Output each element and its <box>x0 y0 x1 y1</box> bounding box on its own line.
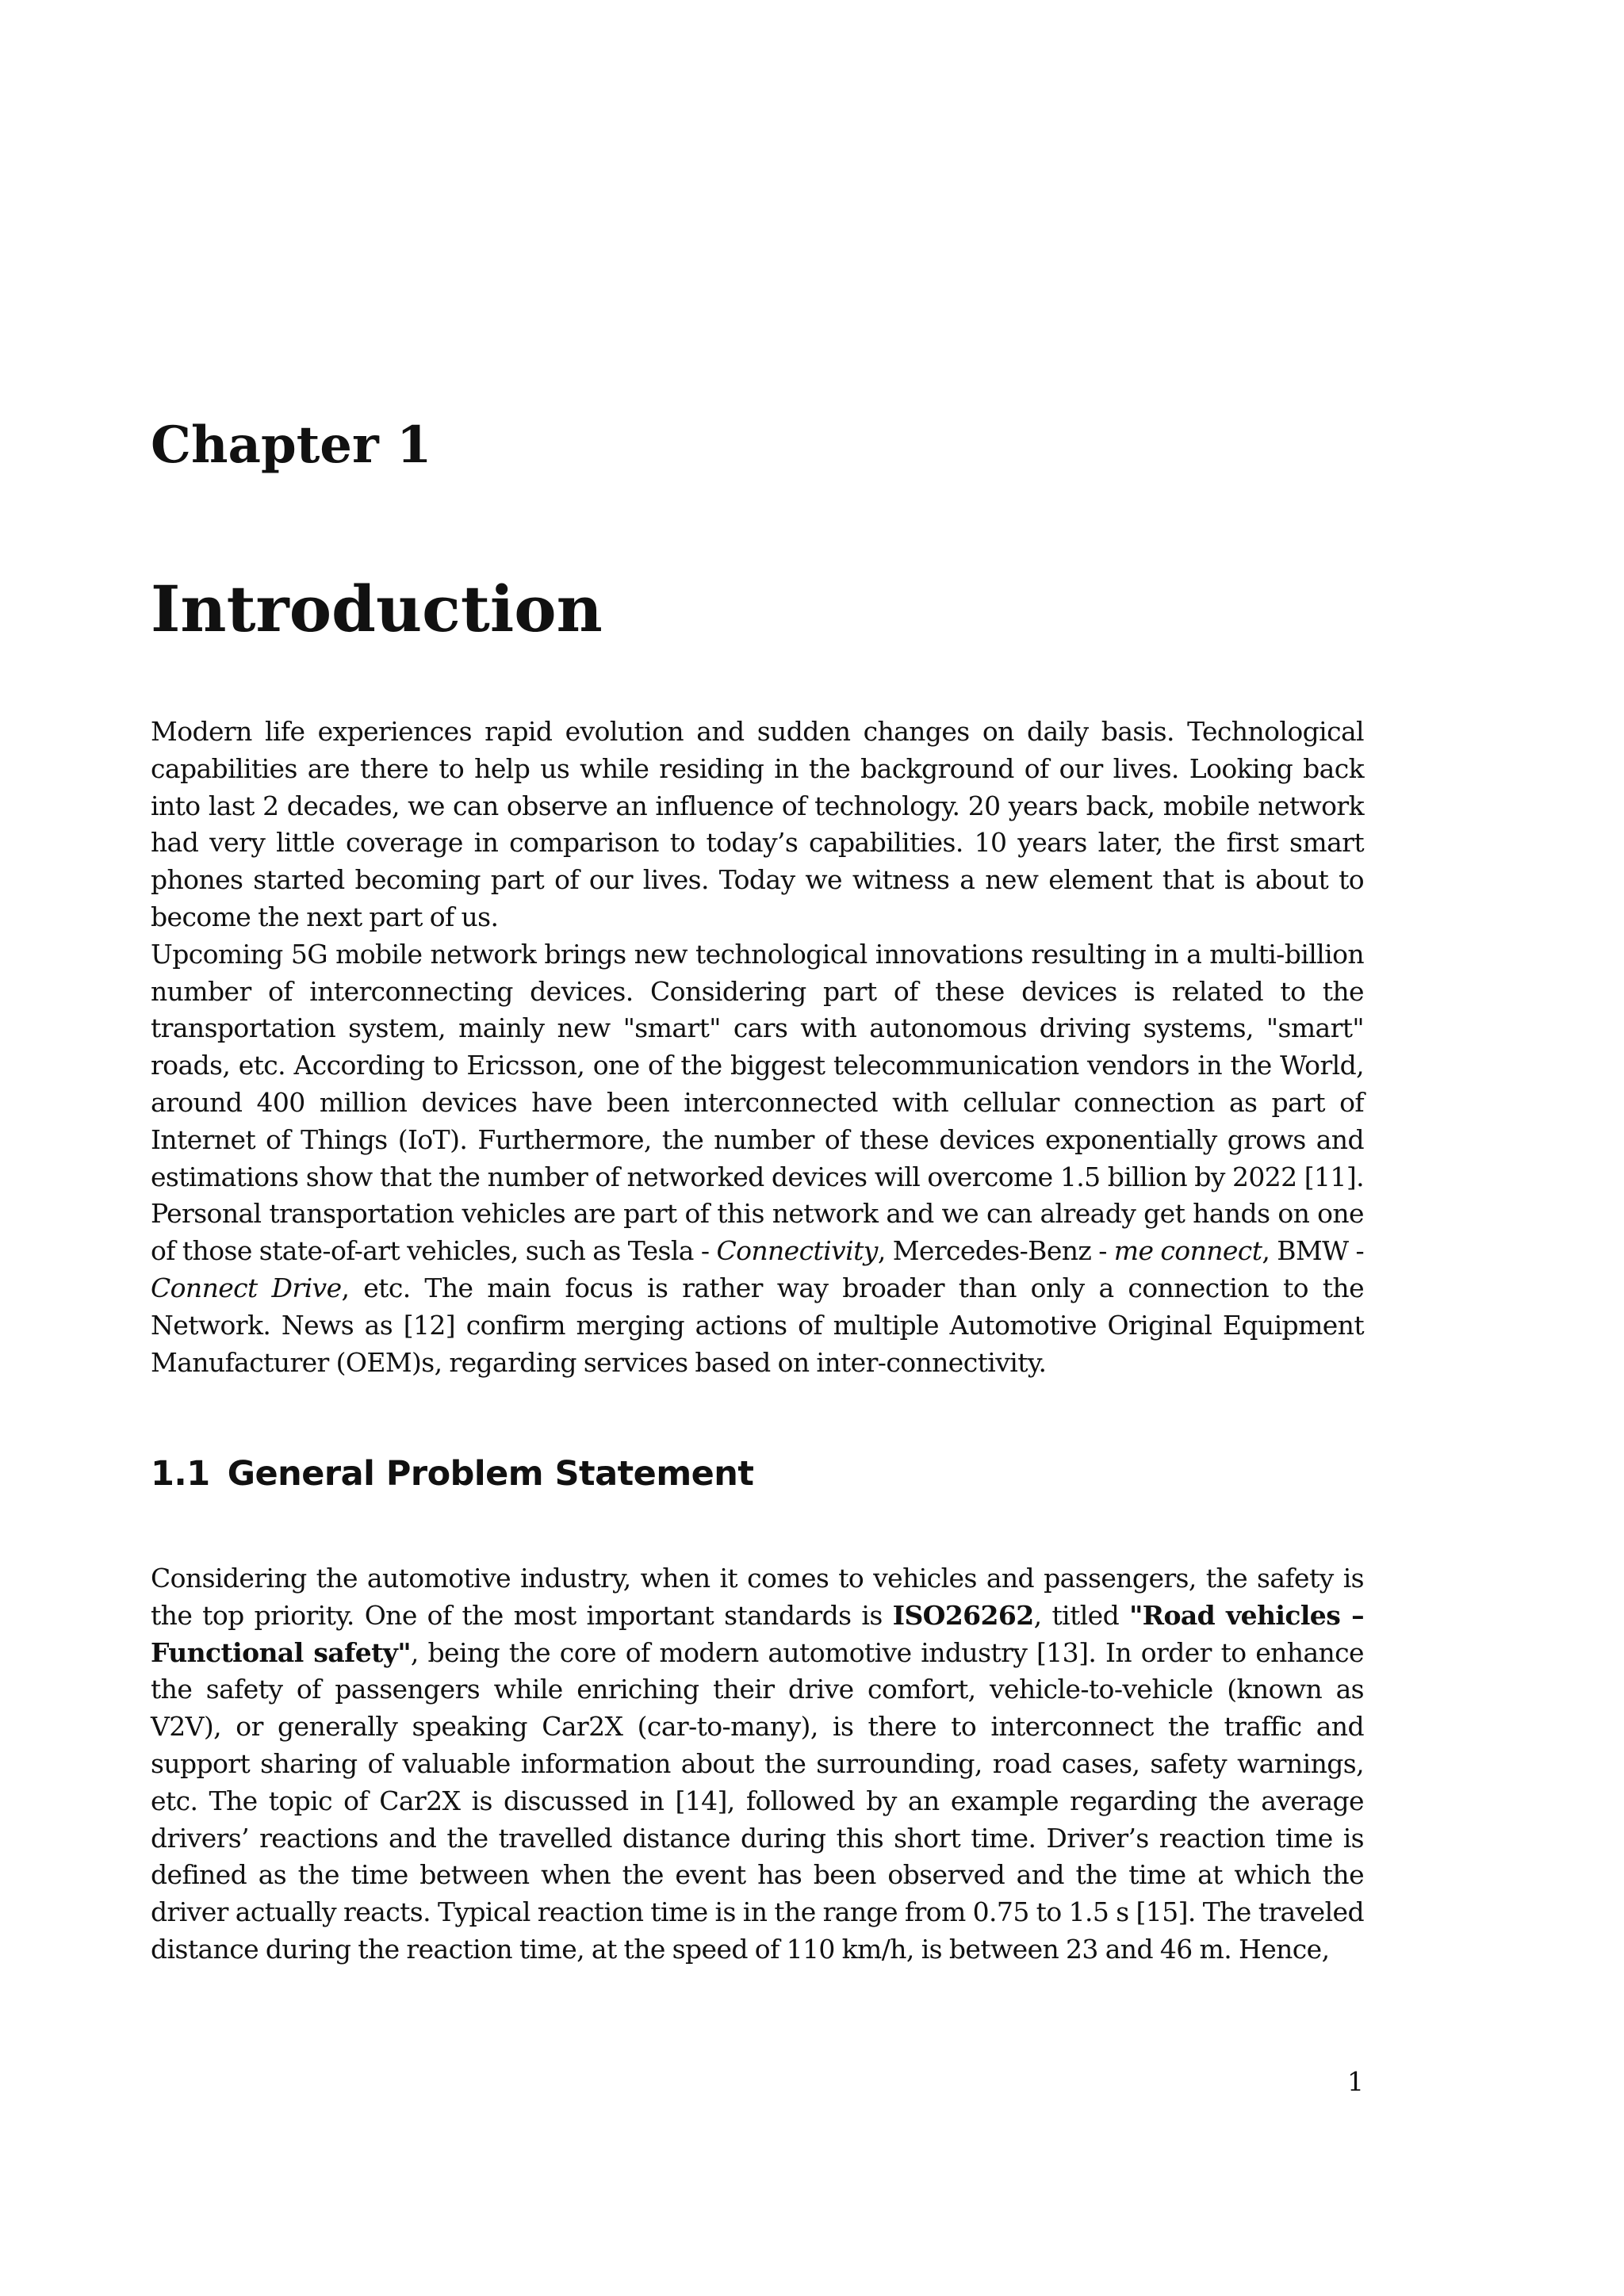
problem-text-1: Considering the automotive industry, when it comes to vehicles and passengers, the safety is the top priority. One of the most important standards is <box>151 1563 1364 1631</box>
iso-standard-name: ISO26262 <box>892 1599 1034 1631</box>
mercedes-me-connect-term: me connect <box>1113 1235 1262 1267</box>
section-number: 1.1 <box>151 1454 210 1494</box>
document-page <box>151 0 1364 2296</box>
section-heading <box>151 1454 754 1494</box>
chapter-label: Chapter 1 <box>151 415 432 475</box>
problem-text-2: , titled <box>1033 1599 1130 1631</box>
problem-statement-paragraph <box>151 1560 1364 1969</box>
page-number: 1 <box>1347 2066 1364 2097</box>
intro-p2-text-3: , BMW - <box>1262 1235 1364 1267</box>
problem-text-3: , being the core of modern automotive industry [13]. In order to enhance the safety of passengers while enriching their drive comfort, vehicle-to-vehicle (known as V2V), or generally speaking Car2X (car-to-many), is there to interconnect the traffic and support sharing of valuable information about the surrounding, road cases, safety warnings, etc. The topic of Car2X is discussed in [14], followed by an example regarding the average drivers’ reactions and the travelled distance during this short time. Driver’s reaction time is defined as the time between when the event has been observed and the time at which the driver actually reacts. Typical reaction time is in the range from 0.75 to 1.5 s [15]. The traveled distance during the reaction time, at the speed of 110 km/h, is between 23 and 46 m. Hence, <box>151 1636 1364 1965</box>
tesla-connectivity-term: Connectivity <box>716 1235 878 1267</box>
intro-p2-text-1: Upcoming 5G mobile network brings new technological innovations resulting in a multi-billion number of interconnecting devices. Considering part of these devices is related to the transportation system, mainly new "smart" cars with autonomous driving systems, "smart" roads, etc. According to Ericsson, one of the biggest telecommunication vendors in the World, around 400 million devices have been interconnected with cellular connection as part of Internet of Things (IoT). Furthermore, the number of these devices exponentially grows and estimations show that the number of networked devices will overcome 1.5 billion by 2022 [11]. Personal transportation vehicles are part of this network and we can already get hands on one of those state-of-art vehicles, such as Tesla - <box>151 938 1364 1267</box>
intro-p2-text-4: , etc. The main focus is rather way broader than only a connection to the Network. News as [12] confirm merging actions of multiple Automotive Original Equipment Manufacturer (OEM)s, regarding services based on inter-connectivity. <box>151 1272 1365 1378</box>
intro-p2-text-2: , Mercedes-Benz - <box>877 1235 1114 1267</box>
intro-section <box>151 714 1364 1381</box>
intro-paragraph-2 <box>151 939 1364 1378</box>
bmw-connect-drive-term: Connect Drive <box>151 1272 342 1303</box>
intro-paragraph-1: Modern life experiences rapid evolution and sudden changes on daily basis. Technological capabilities are there to help us while residing in the background of our lives. Looking back into last 2 decades, we can observe an influence of technology. 20 years back, mobile network had very little coverage in comparison to today’s capabilities. 10 years later, the first smart phones started becoming part of our lives. Today we witness a new element that is about to become the next part of us. <box>151 716 1364 932</box>
standard-title: "Road vehicles – Functional safety" <box>151 1599 1364 1668</box>
section-title: General Problem Statement <box>227 1454 754 1494</box>
chapter-title: Introduction <box>151 572 603 646</box>
